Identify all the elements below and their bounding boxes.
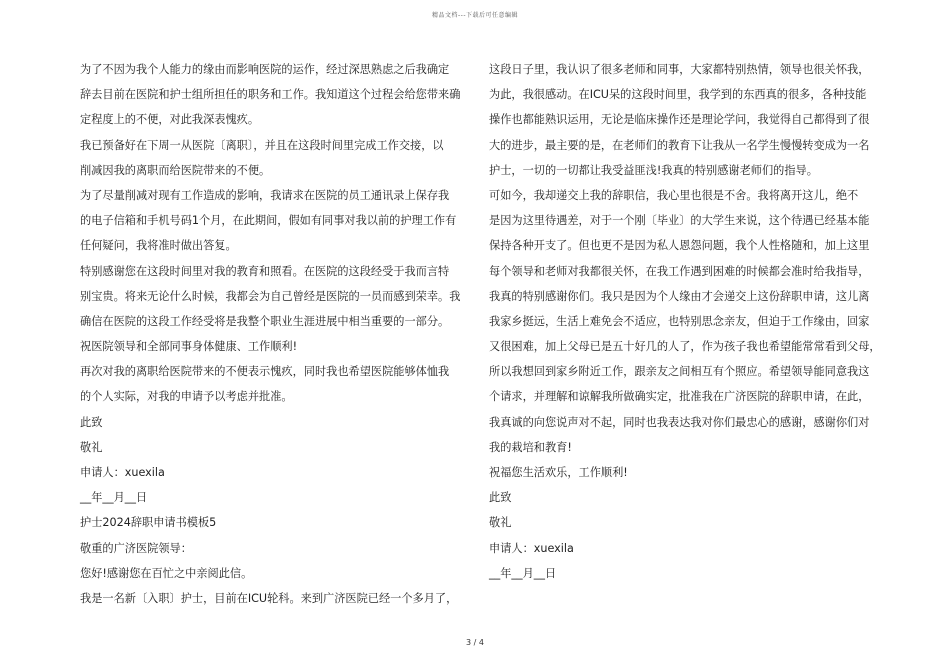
text-line: 大的进步，最主要的是，在老师们的教育下让我从一名学生慢慢转变成为一名	[489, 138, 870, 152]
text-line: 我已预备好在下周一从医院〔离职〕，并且在这段时间里完成工作交接，以	[80, 138, 444, 152]
text-line: 的电子信箱和手机号码1个月，在此期间，假如有同事对我以前的护理工作有	[80, 214, 457, 228]
text-line: 定程度上的不便，对此我深表愧疚。	[80, 113, 260, 127]
page-number: 3 / 4	[466, 638, 484, 647]
text-line: 再次对我的离职给医院带来的不便表示愧疚，同时我也希望医院能够体恤我	[80, 365, 450, 379]
text-line: 申请人：xuexila	[489, 541, 574, 555]
text-line: 的个人实际，对我的申请予以考虑并批准。	[80, 390, 293, 404]
text-line: 保持各种开支了。但也更不是因为私人恩怨问题，我个人性格随和，加上这里	[489, 239, 870, 253]
text-line: __年__月__日	[489, 566, 557, 580]
text-line: 是因为这里待遇差，对于一个刚〔毕业〕的大学生来说，这个待遇已经基本能	[489, 214, 870, 228]
text-line: 申请人：xuexila	[80, 466, 165, 479]
text-line: 确信在医院的这段工作经受将是我整个职业生涯进展中相当重要的一部分。	[80, 314, 450, 328]
text-line: 可如今，我却递交上我的辞职信，我心里也很是不舍。我将离开这儿，绝不	[489, 188, 859, 202]
text-line: 祝医院领导和全部同事身体健康、工作顺利!	[80, 340, 298, 354]
text-line: 我是一名新〔入职〕护士，目前在ICU轮科。来到广济医院已经一个多月了，	[80, 591, 458, 605]
text-line: 我真诚的向您说声对不起，同时也我表达我对你们最忠心的感谢，感谢你们对	[489, 415, 870, 429]
text-line: 祝福您生活欢乐，工作顺利!	[489, 466, 628, 479]
text-line: 敬礼	[80, 440, 103, 454]
text-line: 为了不因为我个人能力的缘由而影响医院的运作，经过深思熟虑之后我确定	[80, 63, 450, 76]
text-line: 我家乡挺远，生活上难免会不适应，也特别思念亲友，但迫于工作缘由，回家	[489, 314, 870, 328]
text-line: 个请求，并理解和谅解我所做确实定，批准我在广济医院的辞职申请，在此，	[489, 390, 870, 404]
text-line: 您好!感谢您在百忙之中亲阅此信。	[80, 566, 253, 580]
text-line: 所以我想回到家乡附近工作，跟亲友之间相互有个照应。希望领导能同意我这	[489, 365, 870, 379]
text-line: 辞去目前在医院和护士组所担任的职务和工作。我知道这个过程会给您带来确	[80, 88, 461, 102]
text-line: 护士，一切的一切都让我受益匪浅!我真的特别感谢老师们的指导。	[489, 163, 818, 177]
text-line: 我的栽培和教育!	[489, 440, 572, 454]
text-line: 每个领导和老师对我都很关怀，在我工作遇到困难的时候都会准时给我指导，	[489, 264, 870, 278]
text-line: 特别感谢您在这段时间里对我的教育和照看。在医院的这段经受于我而言特	[80, 264, 450, 278]
text-line: 敬礼	[489, 516, 512, 530]
text-line: 此致	[80, 415, 103, 429]
text-line: 护士2024辞职申请书模板5	[80, 516, 217, 530]
page-header: 精品文档---下载后可任意编辑	[432, 12, 518, 19]
text-line: 为了尽量削减对现有工作造成的影响，我请求在医院的员工通讯录上保存我	[80, 188, 450, 202]
text-line: 任何疑问，我将准时做出答复。	[80, 239, 237, 253]
text-line: 我真的特别感谢你们。我只是因为个人缘由才会递交上这份辞职申请，这儿离	[489, 289, 870, 303]
text-line: 别宝贵。将来无论什么时候，我都会为自己曾经是医院的一员而感到荣幸。我	[80, 289, 461, 303]
text-line: 削减因我的离职而给医院带来的不便。	[80, 163, 271, 177]
text-line: 此致	[489, 491, 512, 505]
text-line: 为此，我很感动。在ICU呆的这段时间里，我学到的东西真的很多，各种技能	[489, 88, 867, 102]
text-line: 这段日子里，我认识了很多老师和同事，大家都特别热情，领导也很关怀我，	[489, 63, 870, 76]
text-line: 又很困难，加上父母已是五十好几的人了，作为孩子我也希望能常常看到父母，	[489, 340, 881, 354]
left-column	[80, 57, 461, 611]
text-line: 操作也都能熟识运用，无论是临床操作还是理论学问，我觉得自己都得到了很	[489, 113, 870, 127]
text-line: 敬重的广济医院领导：	[80, 541, 192, 555]
text-line: __年__月__日	[80, 491, 148, 505]
right-column	[489, 57, 881, 586]
